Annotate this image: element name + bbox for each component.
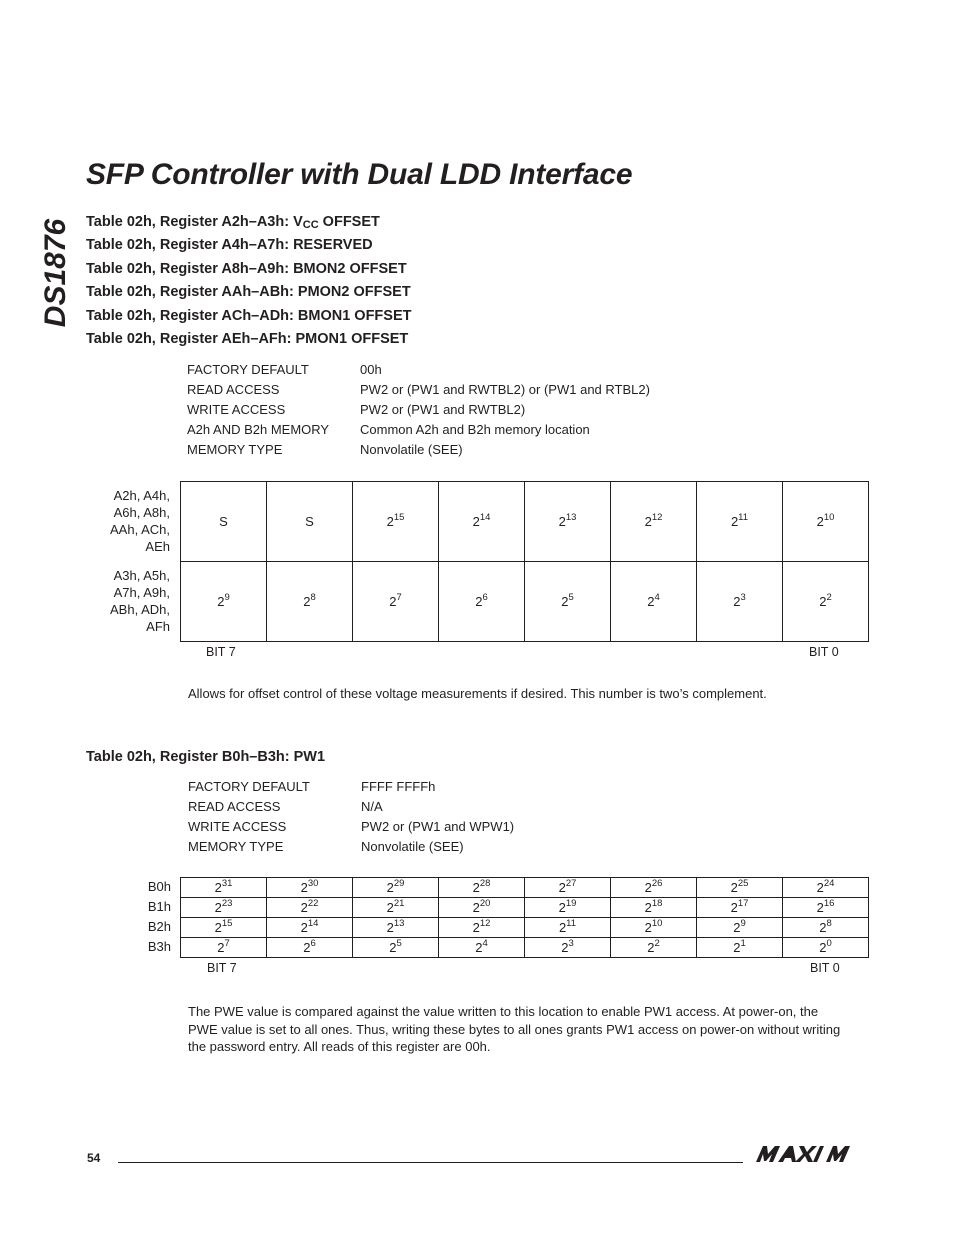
property-key: READ ACCESS xyxy=(187,381,280,397)
page-title: SFP Controller with Dual LDD Interface xyxy=(86,158,633,191)
section2-description-line: PWE value is set to all ones. Thus, writing these bytes to all ones grants PW1 access on power-on without writing xyxy=(188,1021,841,1037)
register-bit-cell: $2^{18}$ xyxy=(611,898,697,918)
register-row xyxy=(181,482,869,562)
register-bit-cell: $2^6$ xyxy=(267,938,353,958)
section1-register-grid xyxy=(180,481,869,642)
register-bit-cell: $2^2$ xyxy=(783,562,869,642)
maxim-logo-mark xyxy=(756,1145,868,1163)
maxim-logo xyxy=(756,1145,868,1163)
register-row xyxy=(181,562,869,642)
register-bit-cell: $2^4$ xyxy=(439,938,525,958)
property-value: PW2 or (PW1 and RWTBL2) or (PW1 and RTBL2) xyxy=(360,381,650,397)
property-key: WRITE ACCESS xyxy=(188,818,287,834)
register-bit-cell: $2^{24}$ xyxy=(783,878,869,898)
section2-description xyxy=(188,1003,840,1056)
register-bit-cell: $2^{15}$ xyxy=(353,482,439,562)
register-bit-cell: $2^0$ xyxy=(783,938,869,958)
section1-heading: Table 02h, Register ACh–ADh: BMON1 OFFSET xyxy=(86,308,412,324)
property-value: 00h xyxy=(360,361,382,377)
section1-description: Allows for offset control of these voltage measurements if desired. This number is two’s complement. xyxy=(188,686,767,701)
register-bit-cell: $2^4$ xyxy=(611,562,697,642)
register-bit-cell: $2^6$ xyxy=(439,562,525,642)
property-key: A2h AND B2h MEMORY xyxy=(187,421,330,437)
register-bit-cell: $2^5$ xyxy=(353,938,439,958)
register-bit-cell: $2^{21}$ xyxy=(353,898,439,918)
register-bit-cell: $2^{25}$ xyxy=(697,878,783,898)
register-bit-cell: $2^8$ xyxy=(267,562,353,642)
property-key: FACTORY DEFAULT xyxy=(187,361,309,377)
register-row-label: B0h xyxy=(147,879,171,894)
section1-bit7-label: BIT 7 xyxy=(206,645,236,659)
register-bit-cell: $2^{13}$ xyxy=(353,918,439,938)
register-bit-cell: $2^{29}$ xyxy=(353,878,439,898)
section2-bit0-label: BIT 0 xyxy=(810,961,840,975)
register-row-label: B2h xyxy=(147,919,171,934)
register-bit-cell: $2^8$ xyxy=(783,918,869,938)
property-row xyxy=(187,359,650,379)
property-value: PW2 or (PW1 and WPW1) xyxy=(361,818,515,834)
property-row xyxy=(188,836,514,856)
section1-properties xyxy=(187,359,650,459)
register-bit-cell: $2^{10}$ xyxy=(783,482,869,562)
property-row xyxy=(188,796,514,816)
section2-description-line: the password entry. All reads of this register are 00h. xyxy=(188,1039,491,1054)
property-key: MEMORY TYPE xyxy=(187,441,283,457)
property-row xyxy=(187,379,650,399)
section1-bit0-label: BIT 0 xyxy=(809,645,839,659)
property-value: N/A xyxy=(361,798,383,814)
section2-heading: Table 02h, Register B0h–B3h: PW1 xyxy=(86,749,326,765)
section1-heading: Table 02h, Register AAh–ABh: PMON2 OFFSET xyxy=(86,284,411,300)
section2-register-grid xyxy=(180,877,869,958)
register-bit-cell: $2^7$ xyxy=(353,562,439,642)
section1-heading: Table 02h, Register A8h–A9h: BMON2 OFFSET xyxy=(86,261,407,277)
property-key: FACTORY DEFAULT xyxy=(188,778,310,794)
property-key: WRITE ACCESS xyxy=(187,401,286,417)
register-row xyxy=(181,878,869,898)
property-value: PW2 or (PW1 and RWTBL2) xyxy=(360,401,526,417)
register-bit-cell: $2^9$ xyxy=(697,918,783,938)
register-bit-cell: $2^{10}$ xyxy=(611,918,697,938)
register-row xyxy=(181,938,869,958)
property-key: MEMORY TYPE xyxy=(188,838,284,854)
register-bit-cell: $2^3$ xyxy=(525,938,611,958)
property-value: Common A2h and B2h memory location xyxy=(360,421,590,437)
property-row xyxy=(187,439,650,459)
property-row xyxy=(188,776,514,796)
register-bit-cell: S xyxy=(181,482,267,562)
register-bit-cell: $2^{16}$ xyxy=(783,898,869,918)
register-bit-cell: $2^1$ xyxy=(697,938,783,958)
property-row xyxy=(187,399,650,419)
section1-heading: Table 02h, Register A2h–A3h: VCC OFFSET xyxy=(86,214,380,231)
property-value: Nonvolatile (SEE) xyxy=(360,441,463,457)
register-bit-cell: $2^7$ xyxy=(181,938,267,958)
register-bit-cell: $2^3$ xyxy=(697,562,783,642)
section2-properties xyxy=(188,776,514,856)
register-row xyxy=(181,918,869,938)
section1-heading: Table 02h, Register AEh–AFh: PMON1 OFFSET xyxy=(86,331,409,347)
register-row-label: B3h xyxy=(147,939,171,954)
property-row xyxy=(188,816,514,836)
page-number: 54 xyxy=(87,1151,101,1165)
register-bit-cell: $2^{12}$ xyxy=(611,482,697,562)
register-bit-cell: $2^{13}$ xyxy=(525,482,611,562)
register-bit-cell: $2^{19}$ xyxy=(525,898,611,918)
register-bit-cell: $2^9$ xyxy=(181,562,267,642)
section1-heading: Table 02h, Register A4h–A7h: RESERVED xyxy=(86,237,373,253)
register-bit-cell: $2^{30}$ xyxy=(267,878,353,898)
register-bit-cell: $2^{14}$ xyxy=(267,918,353,938)
register-bit-cell: $2^{20}$ xyxy=(439,898,525,918)
register-bit-cell: $2^{11}$ xyxy=(697,482,783,562)
register-bit-cell: $2^{26}$ xyxy=(611,878,697,898)
register-row xyxy=(181,898,869,918)
property-key: READ ACCESS xyxy=(188,798,281,814)
register-row-label: A2h, A4h, A6h, A8h, AAh, ACh, AEh xyxy=(110,488,170,554)
section2-description-line: The PWE value is compared against the value written to this location to enable PW1 access. At power-on, the xyxy=(188,1004,819,1019)
register-row-label: A3h, A5h, A7h, A9h, ABh, ADh, AFh xyxy=(110,568,170,634)
register-bit-cell: $2^{31}$ xyxy=(181,878,267,898)
property-value: Nonvolatile (SEE) xyxy=(361,838,464,854)
register-bit-cell: $2^{15}$ xyxy=(181,918,267,938)
side-part-number: DS1876 xyxy=(39,218,72,328)
register-bit-cell: $2^{12}$ xyxy=(439,918,525,938)
register-bit-cell: $2^{23}$ xyxy=(181,898,267,918)
property-row xyxy=(187,419,650,439)
register-bit-cell: $2^5$ xyxy=(525,562,611,642)
register-bit-cell: $2^{11}$ xyxy=(525,918,611,938)
register-bit-cell: S xyxy=(267,482,353,562)
footer-rule xyxy=(118,1162,743,1163)
register-bit-cell: $2^{17}$ xyxy=(697,898,783,918)
register-bit-cell: $2^2$ xyxy=(611,938,697,958)
section2-bit7-label: BIT 7 xyxy=(207,961,237,975)
register-bit-cell: $2^{28}$ xyxy=(439,878,525,898)
property-value: FFFF FFFFh xyxy=(361,778,436,794)
register-bit-cell: $2^{27}$ xyxy=(525,878,611,898)
register-bit-cell: $2^{22}$ xyxy=(267,898,353,918)
register-row-label: B1h xyxy=(147,899,171,914)
register-bit-cell: $2^{14}$ xyxy=(439,482,525,562)
